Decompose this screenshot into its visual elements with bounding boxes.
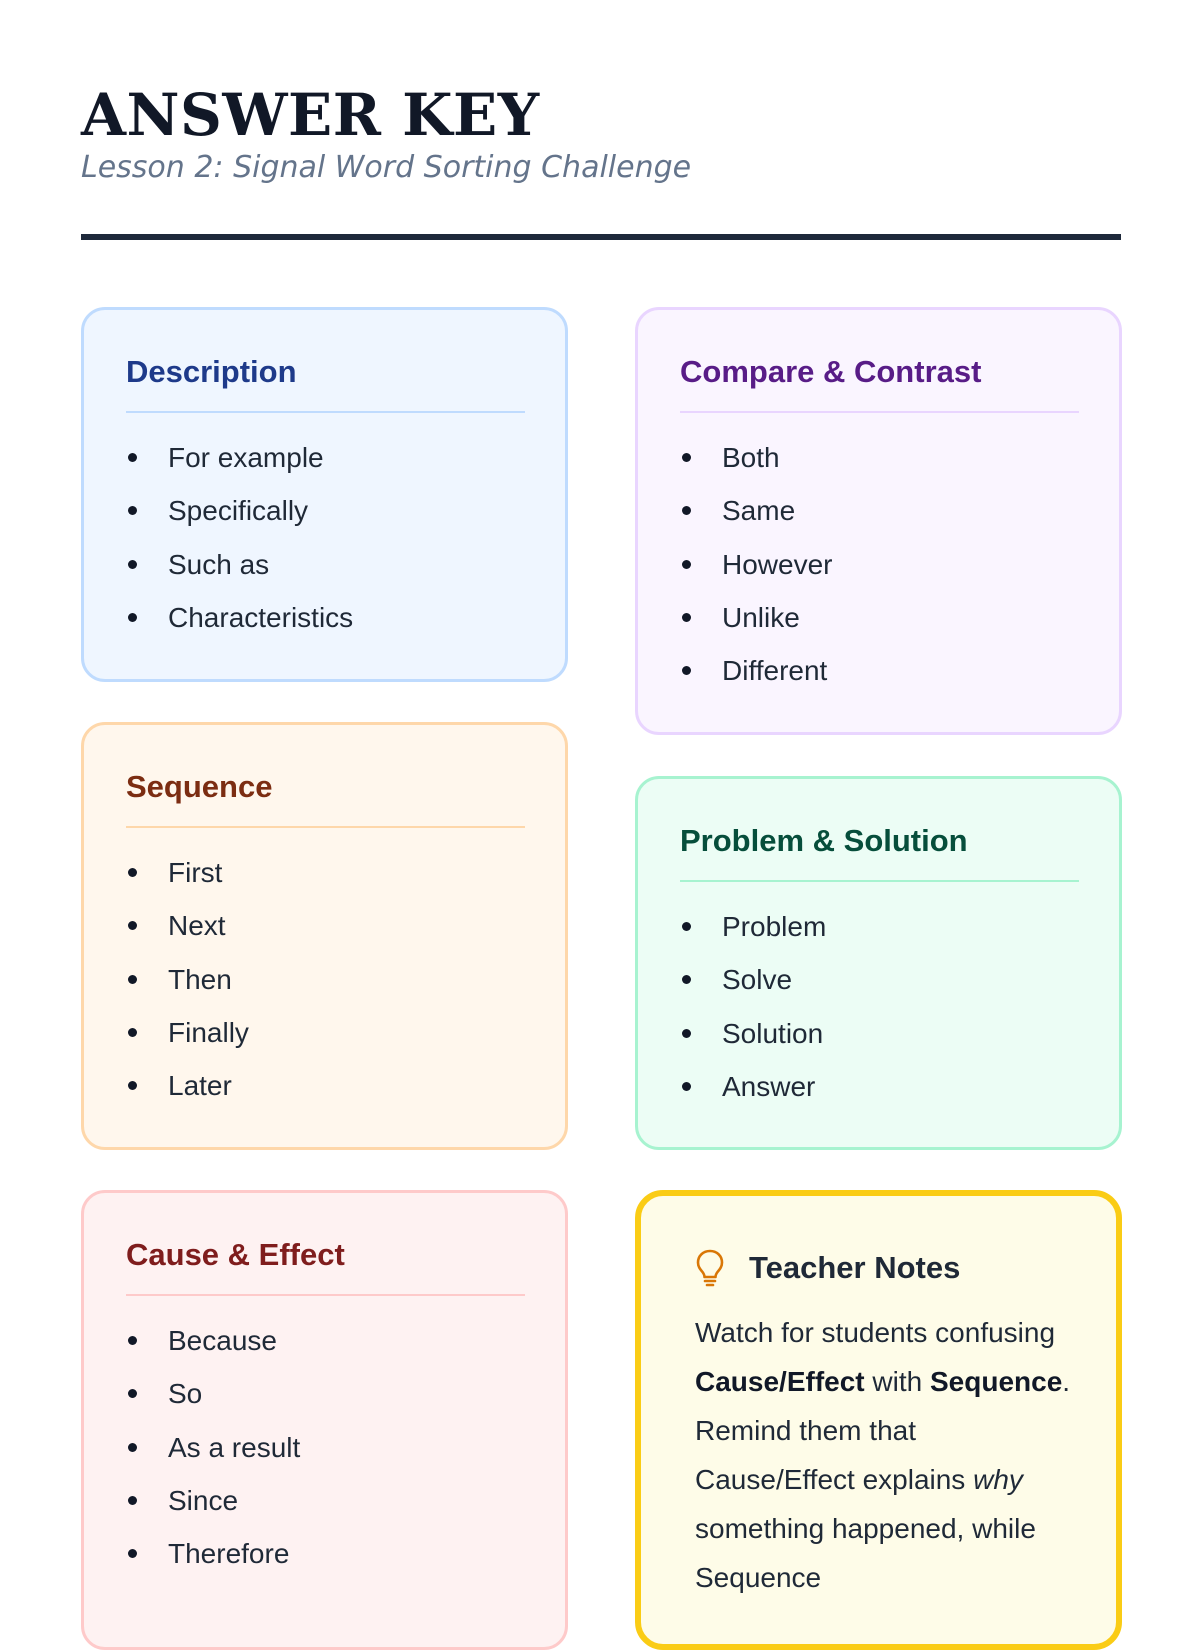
- italic-term: why: [973, 1464, 1023, 1495]
- bold-term: Cause/Effect: [695, 1366, 865, 1397]
- bullet-icon: [128, 868, 137, 877]
- bullet-icon: [128, 506, 137, 515]
- bullet-icon: [682, 560, 691, 569]
- page-title: ANSWER KEY: [81, 81, 540, 149]
- bullet-icon: [128, 1496, 137, 1505]
- word-list: [126, 413, 525, 644]
- word-list: [126, 828, 525, 1112]
- teacher-notes-header: [695, 1248, 1076, 1288]
- bullet-icon: [128, 1549, 137, 1558]
- bullet-icon: [128, 1028, 137, 1037]
- word-list: [680, 882, 1079, 1113]
- teacher-notes-card: [635, 1190, 1122, 1650]
- header-divider: [81, 234, 1121, 240]
- card-heading: Sequence: [126, 769, 525, 828]
- teacher-notes-title: Teacher Notes: [749, 1250, 961, 1285]
- list-item: First: [126, 846, 525, 899]
- bullet-icon: [128, 613, 137, 622]
- bullet-icon: [682, 453, 691, 462]
- lightbulb-icon: [695, 1248, 725, 1288]
- card-description: [81, 307, 568, 682]
- bullet-icon: [682, 613, 691, 622]
- bullet-icon: [128, 453, 137, 462]
- card-cause-effect: [81, 1190, 568, 1650]
- bullet-icon: [682, 922, 691, 931]
- bullet-icon: [128, 1081, 137, 1090]
- word-list: [126, 1296, 525, 1580]
- list-item: Characteristics: [126, 591, 525, 644]
- bullet-icon: [128, 1336, 137, 1345]
- card-compare-contrast: [635, 307, 1122, 735]
- list-item: Such as: [126, 538, 525, 591]
- list-item: Problem: [680, 900, 1079, 953]
- answer-key-page: [81, 0, 1121, 1600]
- page-subtitle: Lesson 2: Signal Word Sorting Challenge: [81, 150, 692, 185]
- list-item: Therefore: [126, 1527, 525, 1580]
- bullet-icon: [682, 1029, 691, 1038]
- bullet-icon: [682, 975, 691, 984]
- bullet-icon: [682, 1082, 691, 1091]
- list-item: Solve: [680, 953, 1079, 1006]
- list-item: Then: [126, 953, 525, 1006]
- card-problem-solution: [635, 776, 1122, 1150]
- list-item: Unlike: [680, 591, 1079, 644]
- card-heading: Compare & Contrast: [680, 354, 1079, 413]
- bullet-icon: [128, 921, 137, 930]
- page-header: [81, 80, 1121, 186]
- bullet-icon: [682, 666, 691, 675]
- list-item: Next: [126, 899, 525, 952]
- list-item: Later: [126, 1059, 525, 1112]
- list-item: Specifically: [126, 484, 525, 537]
- list-item: So: [126, 1367, 525, 1420]
- card-sequence: [81, 722, 568, 1150]
- bullet-icon: [128, 1443, 137, 1452]
- list-item: Since: [126, 1474, 525, 1527]
- list-item: However: [680, 538, 1079, 591]
- list-item: Same: [680, 484, 1079, 537]
- list-item: For example: [126, 431, 525, 484]
- card-heading: Problem & Solution: [680, 823, 1079, 882]
- list-item: As a result: [126, 1421, 525, 1474]
- teacher-notes-body: Watch for students confusing Cause/Effect with Sequence. Remind them that Cause/Effect explains why something happened, while Sequence: [695, 1317, 1071, 1593]
- list-item: Solution: [680, 1007, 1079, 1060]
- list-item: Finally: [126, 1006, 525, 1059]
- list-item: Answer: [680, 1060, 1079, 1113]
- word-list: [680, 413, 1079, 697]
- list-item: Both: [680, 431, 1079, 484]
- bullet-icon: [128, 975, 137, 984]
- card-heading: Cause & Effect: [126, 1237, 525, 1296]
- card-heading: Description: [126, 354, 525, 413]
- list-item: Different: [680, 644, 1079, 697]
- bullet-icon: [128, 1389, 137, 1398]
- bold-term: Sequence: [929, 1366, 1063, 1397]
- list-item: Because: [126, 1314, 525, 1367]
- bullet-icon: [128, 560, 137, 569]
- bullet-icon: [682, 506, 691, 515]
